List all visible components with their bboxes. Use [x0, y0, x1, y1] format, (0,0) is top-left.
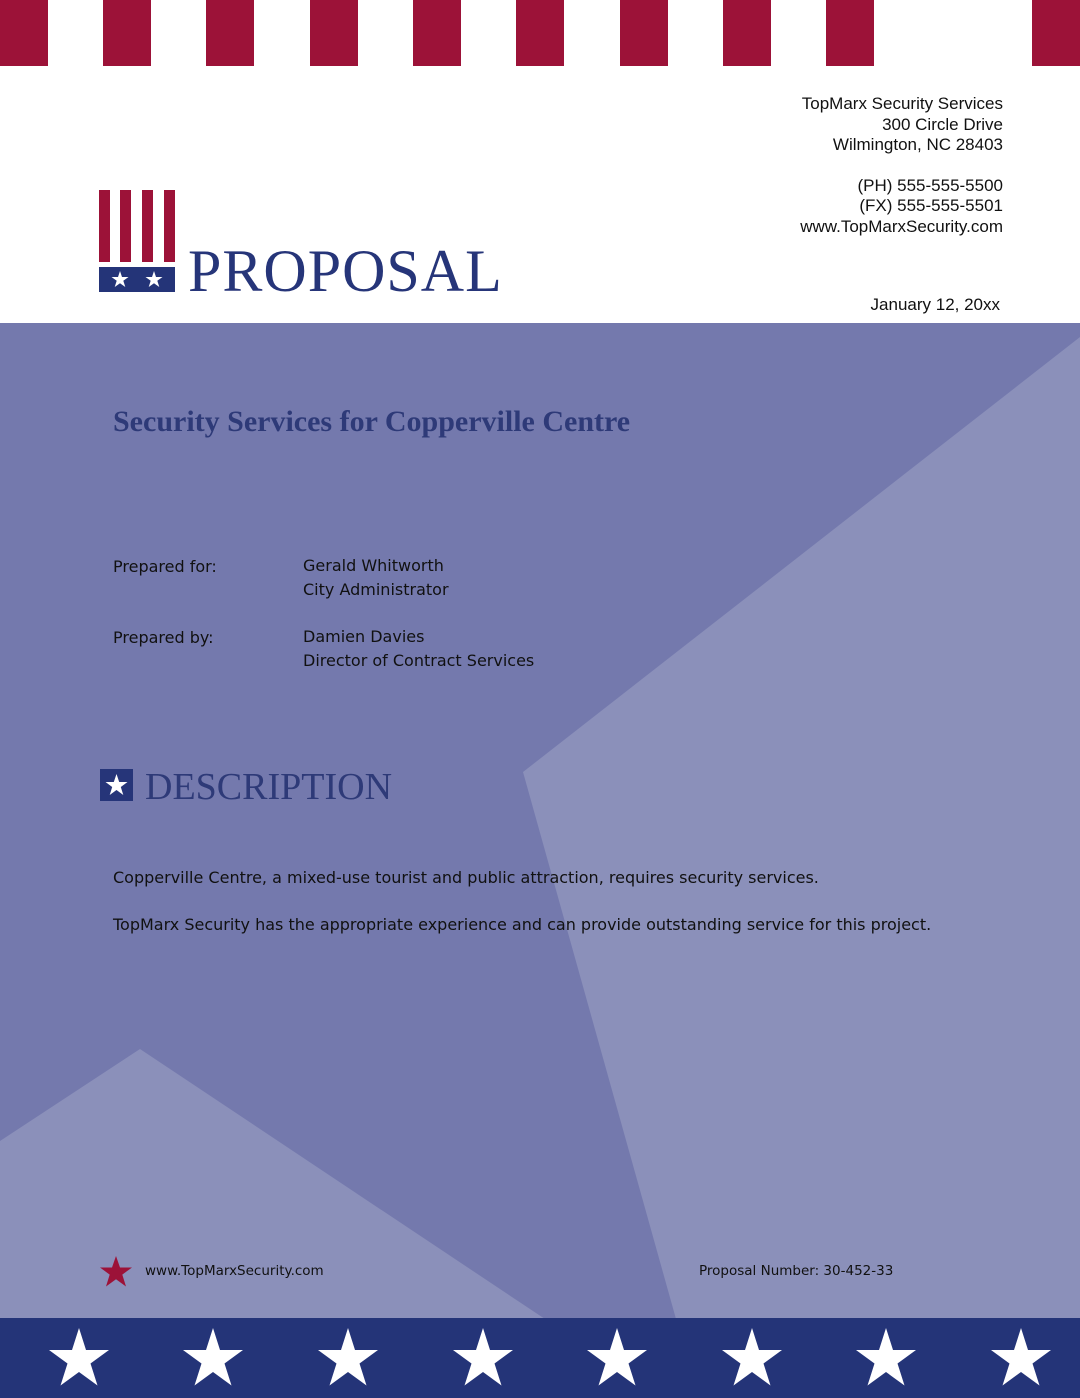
star-square-icon: [100, 769, 133, 801]
phone-number: (PH) 555-555-5500: [857, 175, 1003, 195]
background-shapes: [0, 323, 1080, 1319]
prepared-by-role: Director of Contract Services: [303, 651, 535, 670]
company-name: TopMarx Security Services: [801, 94, 1003, 113]
red-star-icon: [99, 1255, 133, 1288]
address-line-1: 300 Circle Drive: [882, 114, 1003, 134]
description-heading: DESCRIPTION: [145, 766, 393, 808]
address-line-2: Wilmington, NC 28403: [832, 135, 1003, 154]
description-paragraph-1: Copperville Centre, a mixed-use tourist and public attraction, requires security services.: [113, 868, 819, 887]
description-paragraph-2: TopMarx Security has the appropriate experience and can provide outstanding service for this project.: [113, 915, 932, 934]
company-contact-block: [800, 94, 1003, 237]
prepared-for-label: Prepared for:: [113, 557, 217, 576]
footer-website-link[interactable]: www.TopMarxSecurity.com: [145, 1263, 324, 1279]
proposal-title: PROPOSAL: [188, 238, 503, 304]
prepared-by-label: Prepared by:: [113, 628, 214, 647]
proposal-number: Proposal Number: 30-452-33: [699, 1263, 894, 1279]
prepared-by-name: Damien Davies: [303, 627, 425, 646]
striped-shield-logo-icon: [99, 190, 175, 292]
prepared-for-role: City Administrator: [303, 580, 449, 599]
bottom-star-band: [0, 1318, 1080, 1398]
top-stripe-band: [0, 0, 1080, 66]
fax-number: (FX) 555-555-5501: [859, 196, 1003, 215]
body-background-band: [0, 323, 1080, 1319]
company-website[interactable]: www.TopMarxSecurity.com: [800, 216, 1003, 236]
proposal-subtitle: Security Services for Copperville Centre: [113, 405, 631, 438]
proposal-date: January 12, 20xx: [870, 295, 1000, 314]
prepared-for-name: Gerald Whitworth: [303, 556, 444, 575]
